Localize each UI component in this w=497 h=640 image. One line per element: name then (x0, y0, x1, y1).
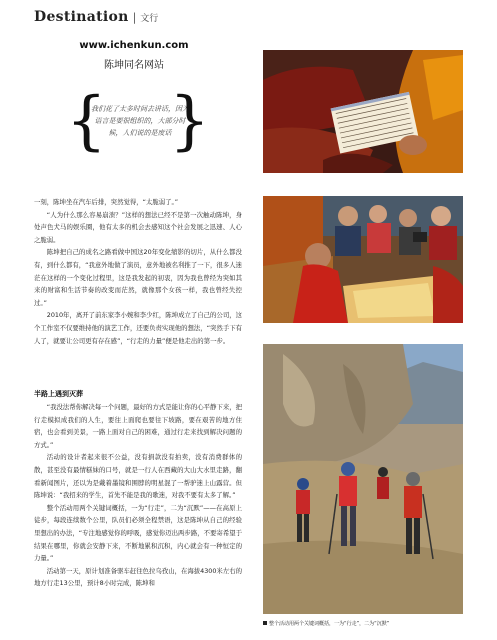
photo-monk-reading (263, 50, 463, 173)
section-subtitle: 文行 (140, 14, 159, 24)
open-brace: { (66, 84, 107, 158)
article-paragraph: 整个活动用两个关键词概括，一为“行走”，二为“沉默”——在高原上徒步，每段连续数个公里，队员们必须全程禁语，这是陈坤从自己的经验里想出的办法，“专注地感觉你的呼吸，感觉你迈出两步路，不要寄希望于结果在哪里，你就会安静下来，不断地累积沉积，内心就会有一种恒定的力量。” (34, 503, 242, 563)
close-brace: } (169, 84, 210, 158)
caption-bullet (263, 621, 267, 625)
article-paragraph: 2010年，离开了前东家李小婉和李少红，陈坤成立了自己的公司，这个工作室不仅要维持他的演艺工作，还要负责实现他的想法，“突然手下有人了，就要让公司更有存在感”，“行走的力量”便是他走出的第一步。 (34, 311, 242, 345)
photo-mountain-hikers (263, 344, 463, 614)
article-body-top (34, 196, 242, 347)
article-paragraph: 活动第一天，原计划准备驱车赶往色拉乌孜山，在海拔4300米左右的地方行走13公里，预计8小时完成，陈坤和 (34, 566, 242, 588)
page-header (34, 9, 158, 29)
article-paragraph: 一刻，陈坤坐在汽车后排，突然觉得，“太脆弱了。” (34, 198, 179, 206)
article-paragraph: “人为什么那么容易崩溃？”这样的想法已经不是第一次触动陈坤，身处声色犬马的娱乐圈，他有太多的机会去感知这个社会发展之迅速、人心之脆弱。 (34, 210, 242, 244)
header-separator: | (132, 11, 137, 24)
section-title: Destination (34, 9, 129, 25)
caption-text: 整个活动用两个关键词概括，一为“行走”，二为“沉默” (269, 621, 390, 627)
article-paragraph: “我没法帮你解决每一个问题，最好的方式是能让你的心平静下来，把行走模拟成我们的人生，要往上面爬也要往下坡路，要在艰苦的地方住宿，也会看到美景，一路上面对自己的困难，通过行走来找到解决问题的方式。” (34, 403, 242, 449)
article-paragraph: 陈坤把自己的成名之路看做中国这20年变化缩影的切片，从什么都没有，到什么都有，“我意外地做了演员，意外地被名利推了一下，很多人迷茫在这样的一个变化过程里，这是我发起的初衷，因为我也曾经为突如其来的财富和生活节奏的改变而茫然，就像那个女孩一样，我也曾经失控过。” (34, 248, 242, 307)
pullquote-text: 我们花了太多时间去讲话，因为语言是要很组织的，大部分时候，人们说的是废话 (91, 105, 189, 137)
site-url[interactable]: www.ichenkun.com (79, 40, 189, 51)
site-name: 陈坤同名网站 (104, 60, 164, 71)
photo-chenkun-crowd (263, 196, 463, 323)
pullquote (66, 84, 210, 158)
article-subhead: 半路上遇到灭葬 (34, 390, 83, 398)
photo-caption (263, 620, 473, 628)
article-body-bottom (34, 388, 242, 590)
article-paragraph: 活动的设计者起来很不公益，没有捐款没有拍卖，没有消费群体的散，甚至没有最情糕妹的口号，就是一行人在西藏的大山大水里走路，翻看新闻图片，还以为是戴着墨镜和围脖的明星混了一帮驴迷上山露营。但陈坤说：“我招来的学生，首先不能是我的歌迷，对我不要有太多了解。” (34, 453, 242, 500)
